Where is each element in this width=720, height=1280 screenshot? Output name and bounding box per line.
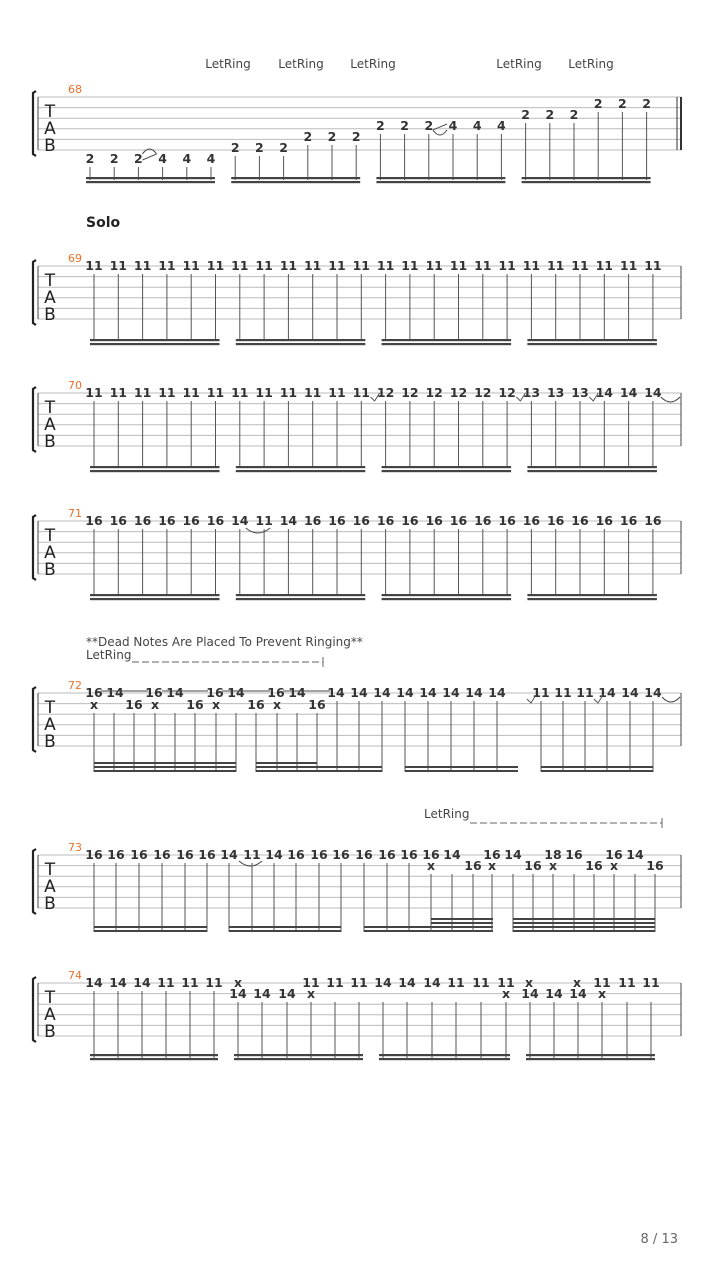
let-ring-label: LetRing	[278, 57, 324, 71]
fret-number: 14	[644, 685, 662, 700]
fret-number: x	[609, 858, 619, 873]
fret-number: 11	[352, 258, 371, 273]
fret-number: 14	[598, 685, 616, 700]
fret-number: 16	[571, 513, 589, 528]
fret-number: 12	[401, 385, 419, 400]
fret-number: x	[487, 858, 497, 873]
fret-number: 14	[419, 685, 437, 700]
fret-number: 16	[85, 513, 103, 528]
measure-number: 68	[68, 83, 82, 96]
beam	[382, 343, 512, 345]
beam	[90, 1054, 218, 1056]
beam	[527, 339, 657, 341]
fret-number: 16	[85, 847, 103, 862]
beam	[405, 770, 518, 772]
fret-number: 11	[554, 685, 572, 700]
beam	[94, 762, 236, 764]
tab-letter-b: B	[44, 732, 56, 752]
tie-arc	[661, 397, 680, 402]
beam	[236, 339, 365, 341]
fret-number: 14	[442, 685, 460, 700]
staff-bracket	[33, 977, 36, 1042]
beam	[234, 1058, 363, 1060]
tab-letter-t: T	[44, 398, 56, 418]
fret-number: 16	[332, 847, 350, 862]
fret-number: x	[426, 858, 436, 873]
tie-arc	[246, 528, 270, 533]
fret-number: 11	[231, 258, 249, 273]
fret-number: 2	[327, 129, 337, 144]
fret-number: 2	[85, 151, 95, 166]
fret-number: 11	[158, 258, 176, 273]
fret-number: 14	[133, 975, 151, 990]
tab-letter-b: B	[44, 1022, 56, 1042]
beam	[86, 177, 215, 179]
fret-number: 11	[206, 385, 225, 400]
fret-number: 2	[521, 107, 530, 122]
fret-number: 12	[474, 385, 492, 400]
fret-number: 16	[355, 847, 373, 862]
staff-bracket	[33, 849, 36, 914]
fret-number: 11	[133, 385, 152, 400]
beam	[527, 594, 657, 596]
fret-number: 16	[109, 513, 128, 528]
fret-number: 2	[593, 96, 603, 111]
beam	[522, 181, 651, 183]
fret-number: 11	[593, 975, 611, 990]
fret-number: 11	[449, 258, 468, 273]
tab-letter-t: T	[44, 526, 56, 546]
fret-number: 11	[532, 685, 550, 700]
fret-number: 11	[350, 975, 368, 990]
fret-number: 18	[544, 847, 562, 862]
fret-number: 16	[206, 685, 224, 700]
fret-number: 14	[373, 685, 391, 700]
fret-number: 14	[521, 986, 539, 1001]
let-ring-label: LetRing	[205, 57, 251, 71]
beam	[379, 1058, 510, 1060]
fret-number: 11	[472, 975, 490, 990]
fret-number: 14	[278, 986, 296, 1001]
fret-number: 11	[279, 258, 298, 273]
fret-number: 11	[352, 385, 371, 400]
beam	[229, 930, 341, 932]
beam	[382, 339, 512, 341]
beam	[90, 598, 220, 600]
beam	[513, 930, 655, 932]
measure-number: 70	[68, 379, 82, 392]
fret-number: 16	[133, 513, 152, 528]
fret-number: 13	[571, 385, 589, 400]
fret-number: 2	[303, 129, 313, 144]
fret-number: 16	[646, 858, 664, 873]
tab-letter-b: B	[44, 894, 56, 914]
fret-number: 16	[595, 513, 614, 528]
beam	[527, 470, 657, 472]
fret-number: 14	[229, 986, 247, 1001]
beam	[229, 926, 341, 928]
beam	[256, 770, 382, 772]
beam	[431, 918, 493, 920]
beam	[234, 1054, 363, 1056]
fret-number: 2	[230, 140, 240, 155]
beam	[90, 1058, 218, 1060]
let-ring-label: LetRing	[86, 648, 132, 662]
beam	[86, 181, 215, 183]
fret-number: 14	[569, 986, 587, 1001]
page-indicator: 8 / 13	[640, 1232, 678, 1247]
fret-number: 14	[545, 986, 563, 1001]
fret-number: 16	[287, 847, 305, 862]
beam	[513, 922, 655, 924]
staff-bracket	[33, 387, 36, 452]
slide-line	[142, 154, 156, 160]
fret-number: 4	[497, 118, 506, 133]
tab-letter-a: A	[44, 415, 56, 435]
let-ring-label: LetRing	[496, 57, 542, 71]
fret-number: 4	[472, 118, 482, 133]
fret-number: 16	[585, 858, 603, 873]
beam	[94, 930, 207, 932]
fret-number: 16	[449, 513, 468, 528]
beam	[405, 766, 518, 768]
fret-number: 11	[255, 385, 273, 400]
tab-letter-b: B	[44, 305, 56, 325]
fret-number: 16	[422, 847, 440, 862]
fret-number: 11	[255, 513, 273, 528]
beam	[431, 922, 493, 924]
fret-number: 13	[546, 385, 565, 400]
fret-number: 16	[145, 685, 163, 700]
fret-number: 2	[255, 140, 264, 155]
fret-number: 16	[267, 685, 285, 700]
fret-number: 16	[565, 847, 583, 862]
tab-letter-t: T	[44, 988, 56, 1008]
fret-number: 16	[158, 513, 176, 528]
fret-number: 11	[644, 258, 662, 273]
fret-number: 11	[85, 258, 103, 273]
beam	[541, 766, 653, 768]
fret-number: x	[150, 697, 160, 712]
let-ring-label: LetRing	[350, 57, 396, 71]
fret-number: 11	[303, 385, 322, 400]
tab-letter-a: A	[44, 715, 56, 735]
fret-number: 12	[376, 385, 395, 400]
beam	[90, 466, 220, 468]
beam	[236, 466, 365, 468]
fret-number: 16	[605, 847, 623, 862]
fret-number: 16	[483, 847, 501, 862]
fret-number: 14	[227, 685, 245, 700]
fret-number: 4	[182, 151, 192, 166]
fret-number: x	[272, 697, 282, 712]
beam	[364, 926, 493, 928]
beam	[526, 1054, 655, 1056]
fret-number: 16	[352, 513, 371, 528]
fret-number: 11	[618, 975, 636, 990]
measure-number: 72	[68, 679, 82, 692]
fret-number: 14	[265, 847, 283, 862]
fret-number: 14	[626, 847, 644, 862]
measure-number: 74	[68, 969, 82, 982]
fret-number: 11	[133, 258, 152, 273]
let-ring-label: LetRing	[568, 57, 614, 71]
fret-number: 2	[569, 107, 579, 122]
fret-number: x	[501, 986, 511, 1001]
fret-number: 14	[398, 975, 416, 990]
beam	[90, 339, 220, 341]
tab-letter-b: B	[44, 560, 56, 580]
fret-number: x	[524, 975, 534, 990]
fret-number: 16	[247, 697, 265, 712]
fret-number: 16	[308, 697, 326, 712]
fret-number: 11	[642, 975, 660, 990]
fret-number: 11	[303, 258, 322, 273]
fret-number: 4	[158, 151, 167, 166]
staff-bracket	[33, 260, 36, 325]
fret-number: 14	[85, 975, 103, 990]
fret-number: 14	[109, 975, 127, 990]
fret-number: 16	[107, 847, 125, 862]
fret-number: 11	[182, 385, 200, 400]
fret-number: 11	[498, 258, 516, 273]
tab-letter-b: B	[44, 136, 56, 156]
fret-number: x	[548, 858, 558, 873]
fret-number: 11	[231, 385, 249, 400]
fret-number: 16	[130, 847, 148, 862]
beam	[90, 343, 220, 345]
dead-notes-instruction: **Dead Notes Are Placed To Prevent Ringing**	[86, 635, 363, 649]
tab-letter-t: T	[44, 271, 56, 291]
tab-letter-a: A	[44, 877, 56, 897]
beam	[236, 343, 365, 345]
beam	[382, 594, 512, 596]
fret-number: 11	[401, 258, 419, 273]
fret-number: x	[306, 986, 316, 1001]
fret-number: 11	[243, 847, 261, 862]
fret-number: 14	[279, 513, 298, 528]
fret-number: 14	[350, 685, 368, 700]
fret-number: 16	[464, 858, 482, 873]
beam	[236, 594, 365, 596]
fret-number: x	[233, 975, 243, 990]
beam	[236, 598, 365, 600]
fret-number: 16	[186, 697, 204, 712]
fret-number: 16	[310, 847, 328, 862]
tab-letter-a: A	[44, 1005, 56, 1025]
fret-number: 16	[401, 513, 419, 528]
beam	[527, 343, 657, 345]
fret-number: 16	[85, 685, 103, 700]
tab-letter-a: A	[44, 543, 56, 563]
fret-number: x	[89, 697, 99, 712]
fret-number: 14	[374, 975, 392, 990]
beam	[382, 466, 512, 468]
fret-number: 14	[595, 385, 614, 400]
beam	[256, 766, 382, 768]
fret-number: 14	[288, 685, 306, 700]
beam	[382, 598, 512, 600]
beam	[382, 470, 512, 472]
tie-arc	[433, 130, 447, 135]
section-title: Solo	[86, 215, 121, 231]
fret-number: 14	[619, 385, 638, 400]
fret-number: 4	[206, 151, 216, 166]
beam	[526, 1058, 655, 1060]
fret-number: 2	[351, 129, 361, 144]
fret-number: 16	[400, 847, 418, 862]
tab-letter-t: T	[44, 102, 56, 122]
beam	[256, 762, 317, 764]
fret-number: 11	[447, 975, 465, 990]
beam	[541, 770, 653, 772]
fret-number: 14	[644, 385, 662, 400]
fret-number: 14	[220, 847, 238, 862]
fret-number: 14	[106, 685, 124, 700]
beam	[513, 918, 655, 920]
beam	[231, 177, 360, 179]
beam	[527, 466, 657, 468]
fret-number: 2	[545, 107, 555, 122]
staff-bracket	[33, 91, 36, 156]
fret-number: 2	[279, 140, 288, 155]
fret-number: 11	[255, 258, 273, 273]
fret-number: 11	[157, 975, 175, 990]
fret-number: 16	[206, 513, 225, 528]
fret-number: 2	[618, 96, 627, 111]
tab-letter-t: T	[44, 860, 56, 880]
beam	[94, 770, 236, 772]
fret-number: 2	[134, 151, 143, 166]
fret-number: 16	[498, 513, 516, 528]
fret-number: 13	[522, 385, 541, 400]
tie-arc	[662, 697, 680, 702]
fret-number: 16	[378, 847, 396, 862]
beam	[90, 470, 220, 472]
tab-letter-b: B	[44, 432, 56, 452]
fret-number: 16	[176, 847, 194, 862]
beam	[376, 177, 505, 179]
tab-letter-t: T	[44, 698, 56, 718]
fret-number: 16	[328, 513, 346, 528]
fret-number: 11	[376, 258, 395, 273]
measure-number: 73	[68, 841, 82, 854]
fret-number: 11	[181, 975, 199, 990]
fret-number: 11	[425, 258, 443, 273]
fret-number: 11	[206, 258, 225, 273]
fret-number: 11	[595, 258, 614, 273]
fret-number: 11	[576, 685, 594, 700]
beam	[94, 926, 207, 928]
fret-number: 16	[474, 513, 492, 528]
let-ring-label: LetRing	[424, 807, 470, 821]
fret-number: 14	[396, 685, 414, 700]
measure-number: 71	[68, 507, 82, 520]
beam	[236, 470, 365, 472]
fret-number: 16	[153, 847, 171, 862]
fret-number: 11	[474, 258, 492, 273]
fret-number: 14	[423, 975, 441, 990]
beam	[527, 598, 657, 600]
fret-number: 16	[546, 513, 565, 528]
fret-number: 11	[158, 385, 176, 400]
beam	[364, 930, 493, 932]
fret-number: 14	[488, 685, 506, 700]
tab-letter-a: A	[44, 288, 56, 308]
fret-number: 11	[109, 258, 128, 273]
fret-number: 11	[182, 258, 200, 273]
fret-number: 11	[205, 975, 223, 990]
fret-number: 11	[328, 258, 346, 273]
fret-number: 16	[425, 513, 443, 528]
fret-number: 11	[497, 975, 515, 990]
fret-number: 11	[109, 385, 128, 400]
fret-number: 4	[448, 118, 458, 133]
fret-number: 11	[571, 258, 589, 273]
fret-number: 11	[619, 258, 638, 273]
staff-bracket	[33, 515, 36, 580]
measure-number: 69	[68, 252, 82, 265]
fret-number: 12	[498, 385, 516, 400]
fret-number: 2	[642, 96, 651, 111]
beam	[522, 177, 651, 179]
fret-number: x	[597, 986, 607, 1001]
fret-number: 16	[182, 513, 200, 528]
fret-number: 14	[465, 685, 483, 700]
fret-number: 14	[231, 513, 249, 528]
beam	[90, 594, 220, 596]
fret-number: 11	[546, 258, 565, 273]
fret-number: 14	[443, 847, 461, 862]
beam	[94, 766, 236, 768]
fret-number: 16	[303, 513, 322, 528]
beam	[231, 181, 360, 183]
fret-number: 16	[522, 513, 541, 528]
fret-number: 16	[524, 858, 542, 873]
fret-number: 14	[253, 986, 271, 1001]
fret-number: 16	[644, 513, 662, 528]
fret-number: 12	[449, 385, 468, 400]
fret-number: 11	[279, 385, 298, 400]
fret-number: 11	[522, 258, 541, 273]
fret-number: 12	[425, 385, 443, 400]
fret-number: 2	[424, 118, 434, 133]
fret-number: 2	[109, 151, 119, 166]
fret-number: 16	[125, 697, 143, 712]
fret-number: 11	[328, 385, 346, 400]
fret-number: x	[211, 697, 221, 712]
beam	[513, 926, 655, 928]
fret-number: 16	[198, 847, 216, 862]
fret-number: 16	[376, 513, 395, 528]
fret-number: 11	[85, 385, 103, 400]
beam	[379, 1054, 510, 1056]
fret-number: 11	[302, 975, 320, 990]
fret-number: 14	[621, 685, 639, 700]
fret-number: x	[572, 975, 582, 990]
fret-number: 16	[619, 513, 638, 528]
beam	[376, 181, 505, 183]
staff-bracket	[33, 687, 36, 752]
tab-letter-a: A	[44, 119, 56, 139]
fret-number: 14	[504, 847, 522, 862]
fret-number: 2	[400, 118, 409, 133]
fret-number: 14	[327, 685, 345, 700]
fret-number: 11	[326, 975, 344, 990]
fret-number: 14	[166, 685, 184, 700]
fret-number: 2	[376, 118, 385, 133]
